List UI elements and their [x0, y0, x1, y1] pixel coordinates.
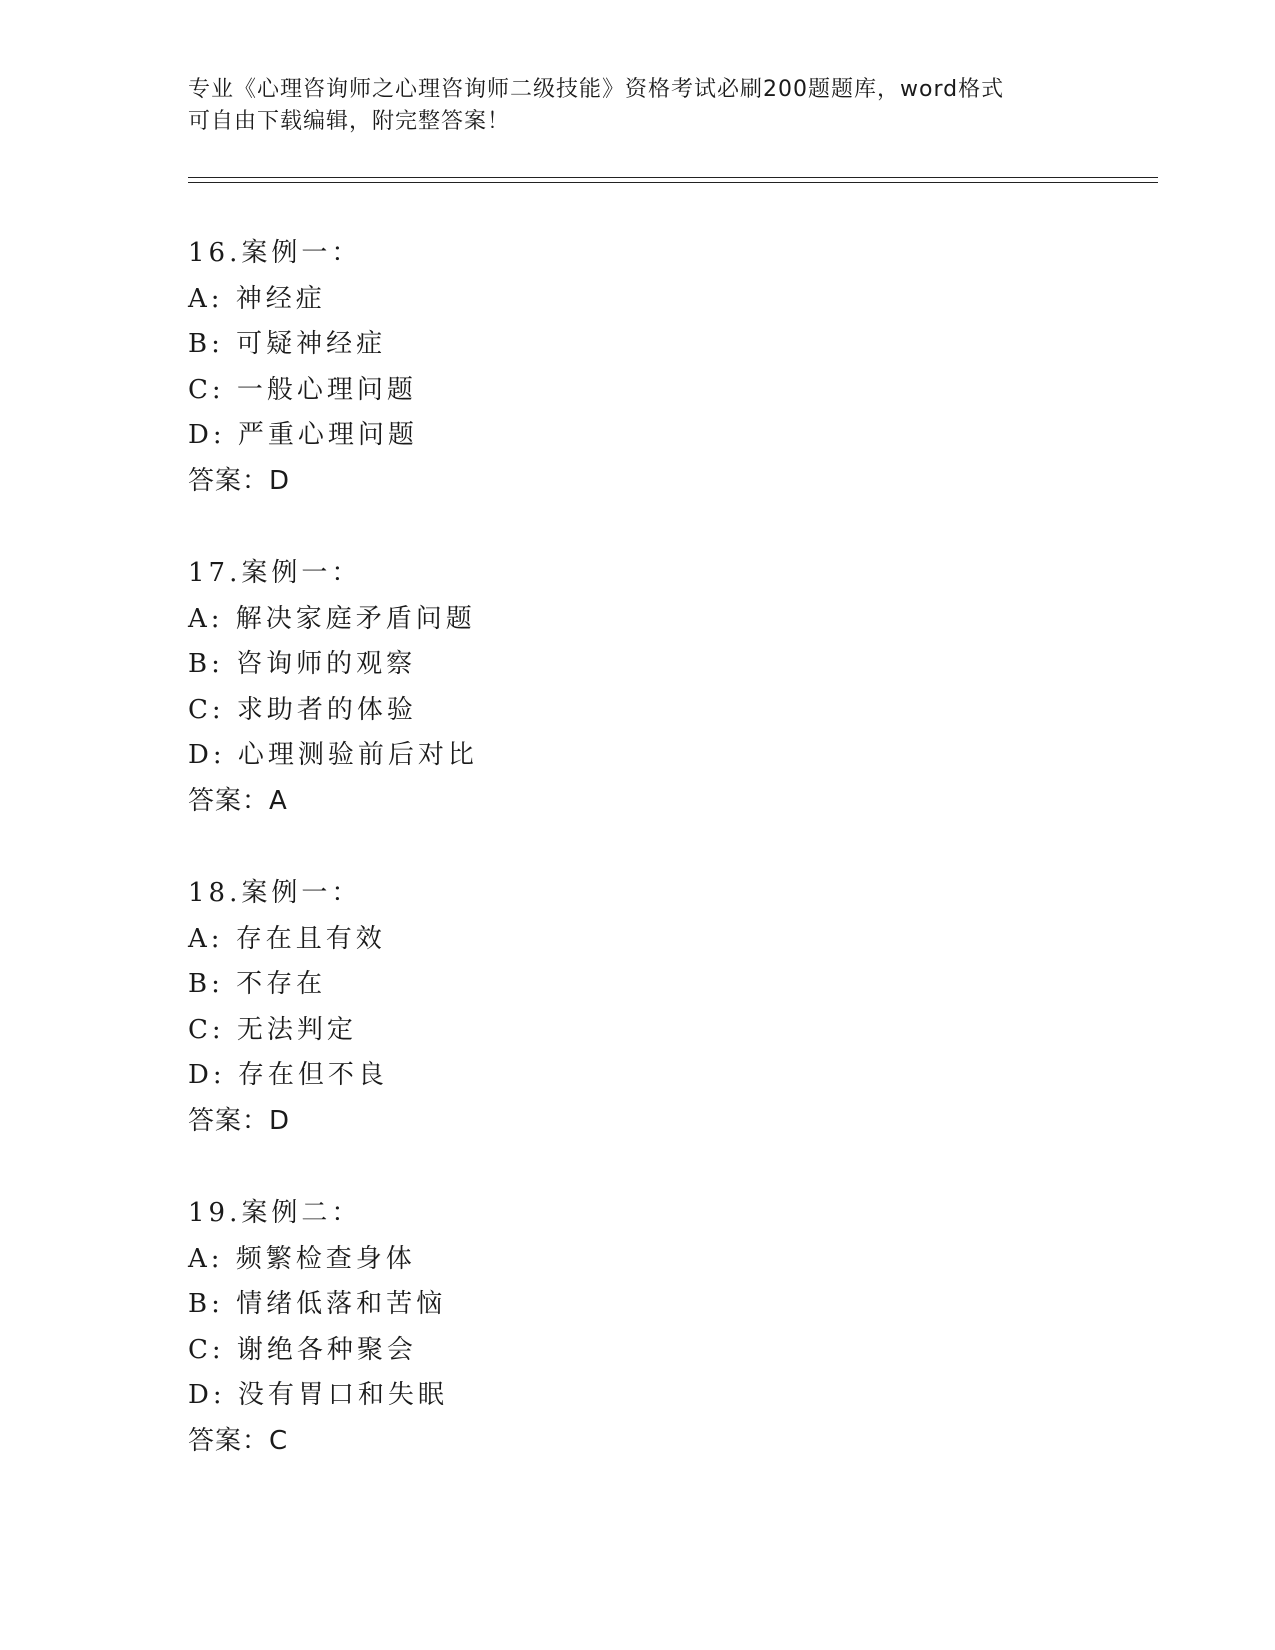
question-stem: 16.案例一： — [188, 238, 362, 268]
option-a: A: 频繁检查身体 — [188, 1243, 416, 1274]
option-a: A: 神经症 — [188, 283, 326, 314]
document-header — [188, 74, 1088, 138]
option-d: D: 心理测验前后对比 — [188, 740, 478, 770]
option-b: B: 情绪低落和苦恼 — [188, 1289, 447, 1319]
header-title-line-1: 专业《心理咨询师之心理咨询师二级技能》资格考试必刷200题题库，word格式 — [188, 77, 1005, 102]
answer-line: 答案：D — [188, 1105, 291, 1136]
option-b: B: 咨询师的观察 — [188, 649, 417, 679]
option-a: A: 存在且有效 — [188, 923, 386, 954]
answer-line: 答案：C — [188, 1425, 289, 1456]
option-d: D: 没有胃口和失眠 — [188, 1380, 448, 1410]
option-c: C: 无法判定 — [188, 1014, 357, 1045]
option-d: D: 严重心理问题 — [188, 420, 418, 450]
option-b: B: 不存在 — [188, 969, 327, 999]
question-stem: 17.案例一： — [188, 558, 362, 588]
question-19 — [188, 1191, 1088, 1464]
option-b: B: 可疑神经症 — [188, 329, 387, 359]
answer-line: 答案：D — [188, 465, 291, 496]
option-d: D: 存在但不良 — [188, 1060, 388, 1090]
question-stem: 19.案例二： — [188, 1198, 362, 1228]
question-18 — [188, 871, 1088, 1144]
question-list — [188, 231, 1088, 1511]
answer-line: 答案：A — [188, 785, 288, 816]
option-c: C: 谢绝各种聚会 — [188, 1334, 417, 1365]
header-title-line-2: 可自由下载编辑，附完整答案！ — [188, 109, 511, 134]
option-c: C: 一般心理问题 — [188, 374, 417, 405]
question-17 — [188, 551, 1088, 824]
header-divider-bottom — [188, 182, 1158, 183]
header-divider-top — [188, 177, 1158, 178]
question-16 — [188, 231, 1088, 504]
option-a: A: 解决家庭矛盾问题 — [188, 603, 476, 634]
option-c: C: 求助者的体验 — [188, 694, 417, 725]
question-stem: 18.案例一： — [188, 878, 362, 908]
